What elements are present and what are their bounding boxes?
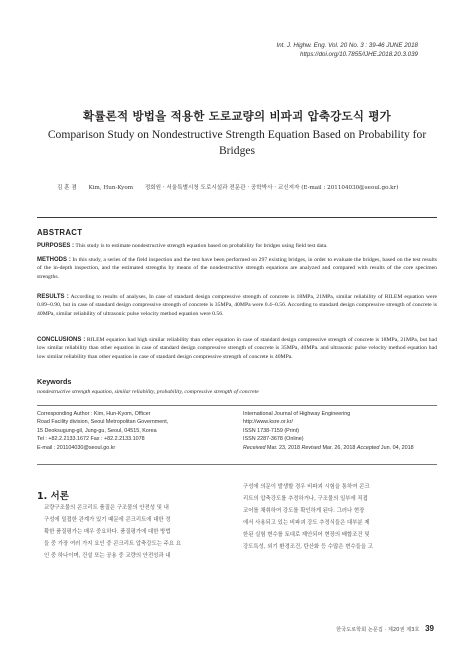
abstract-bottom-rule: [37, 405, 437, 406]
correspondence-line: Road Facility division, Seoul Metropolitan Government,: [37, 419, 169, 426]
body-right-column: [243, 481, 439, 553]
doi-link[interactable]: https://doi.org/10.7855/IJHE.2018.20.3.039: [300, 50, 418, 58]
journal-name: International Journal of Highway Engineering: [243, 411, 351, 417]
accepted-date: Jun. 04, 2018: [380, 444, 414, 451]
abstract-results: [37, 293, 437, 318]
journal-header: [277, 42, 418, 59]
correspondence-block: [37, 410, 237, 452]
abstract-heading: ABSTRACT: [37, 228, 83, 237]
korean-title: 확률론적 방법을 적용한 도로교량의 비파괴 압축강도식 평가: [83, 109, 391, 123]
body-line: 에서 사용되고 있는 비파괴 강도 추정식들은 대부분 제: [243, 520, 370, 526]
footer-journal: 한국도로학회 논문집 · 제20권 제3호: [336, 627, 420, 633]
abstract-methods: [37, 256, 437, 281]
conclusions-label: CONCLUSIONS :: [37, 337, 86, 343]
purposes-label: PURPOSES :: [37, 243, 75, 249]
abstract-conclusions: [37, 336, 437, 361]
keywords-text: nondestructive strength equation, similar reliability, probability, compressive strength of concrete: [37, 389, 259, 395]
methods-text: In this study, a series of the field inspection and the test have been performed on 297 existing bridges, in order to evaluate the bridges, based on the test results of the in-depth inspection, and the estimated strengths by means of the nondestructive strength equations are analyzed and compared with results of the core specimen strengths.: [37, 257, 437, 280]
top-rule: [37, 217, 437, 218]
body-line: 구성에 밀접한 관계가 있기 때문에 콘크리트에 대한 정: [44, 517, 171, 523]
correspondence-line: Tel : +82.2.2133.1672 Fax : +82.2.2133.1078: [37, 436, 145, 443]
author-name-en: Kim, Hun-Kyom: [88, 185, 134, 191]
correspondence-line: Corresponding Author : Kim, Hun-Kyom, Officer: [37, 411, 151, 417]
received-label: Received: [243, 444, 266, 451]
info-bottom-rule: [37, 464, 437, 465]
methods-label: METHODS :: [37, 257, 71, 263]
body-line: 인 중 하나이며, 건설 또는 공용 중 교량의 안전성과 내: [44, 553, 171, 559]
issn-online: ISSN 2287-3678 (Online): [243, 436, 304, 443]
correspondence-email[interactable]: E-mail : 201104030@seoul.go.kr: [37, 444, 116, 451]
body-line: 코어를 채취하여 강도를 확인하게 된다. 그러나 현장: [243, 508, 365, 514]
author-name-ko: 김 훈 겸: [57, 185, 77, 191]
journal-info-block: [243, 410, 443, 452]
correspondence-line: 15 Deoksugung-gil, Jung-gu, Seoul, 04515, Korea: [37, 427, 157, 434]
body-line: 들 중 가장 여러 가지 요인 중 콘크리트 압축강도는 주요 요: [44, 541, 181, 547]
body-line: 구성에 의문이 발생할 경우 비파괴 시험을 통하여 콘크: [243, 484, 370, 490]
page-number: 39: [425, 624, 434, 633]
issn-print: ISSN 1738-7159 (Print): [243, 427, 300, 434]
abstract-purposes: [37, 242, 437, 250]
received-date: Mar. 23, 2018: [266, 444, 300, 451]
dates-line: [243, 444, 443, 452]
author-line: [57, 183, 398, 191]
english-title: Comparison Study on Nondestructive Strength Equation Based on Probability for Bridges: [47, 128, 427, 157]
revised-label: Revised: [301, 444, 321, 451]
results-label: RESULTS :: [37, 294, 69, 300]
body-left-column: [44, 502, 234, 562]
author-affiliation: 정회원 · 서울특별시청 도로시설과 전문관 · 공학박사 · 교신저자 (E-mail : 201104030@seoul.go.kr): [144, 185, 399, 191]
conclusions-text: RILEM equation had high similar reliability than other equation in case of standard design compressive strength of concrete is 18MPa, 21MPa, but had low similar reliability than other equation in case of standard design compressive strength of concrete is 35MPa, 40MPa. and ultrasonic pulse velocity method equation had low similar reliability than other equation in case of standard design compressive strength of concrete is 40MPa.: [37, 337, 437, 360]
journal-citation: Int. J. Highw. Eng. Vol. 20 No. 3 : 39-46 JUNE 2018: [276, 42, 418, 49]
section-title: 1. 서론: [37, 491, 69, 502]
purposes-text: This study is to estimate nondestructive strength equation based on probability for bridges using field test data.: [75, 243, 328, 249]
page-footer: [336, 624, 434, 633]
keywords-heading: Keywords: [37, 377, 72, 386]
journal-url[interactable]: http://www.ksre.or.kr/: [243, 419, 294, 426]
revised-date: Mar. 26, 2018: [322, 444, 356, 451]
body-line: 한된 실험 변수를 토대로 제안되어 현장의 배합조건 및: [243, 532, 370, 538]
body-line: 강도특성, 외기 환경조건, 탄산화 등 수많은 변수들을 고: [243, 544, 373, 550]
body-line: 확한 품질평가는 매우 중요하다. 품질평가에 대한 방법: [44, 529, 171, 535]
body-line: 리트의 압축강도를 추정하거나, 구조물의 일부에 직접: [243, 496, 368, 502]
body-line: 교량구조물의 콘크리트 품질은 구조물의 안전성 및 내: [44, 505, 169, 511]
results-text: According to results of analyses, In case of standard design compressive strength of concrete is 18MPa, 21MPa, similar reliability of RILEM equation were 0.89~0.90, but in case of standard design compressive strength of concrete is 35MPa, 40MPa were 0.4~0.56. According to standard design compressive strength of concrete is 40MPa, similar reliability of ultrasonic pulse velocity method equation were 0.56.: [37, 294, 437, 317]
accepted-label: Accepted: [356, 444, 380, 451]
